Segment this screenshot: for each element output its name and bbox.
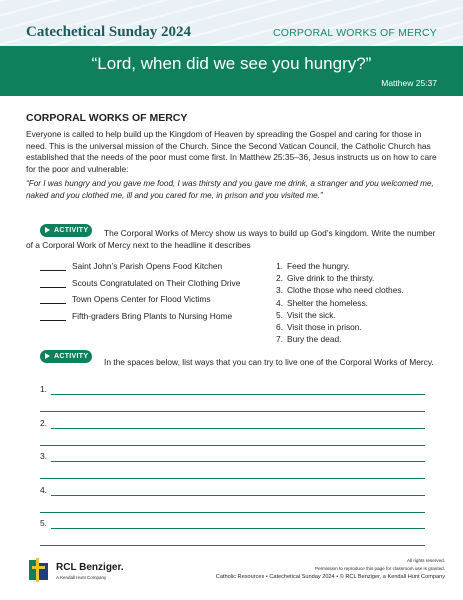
- work-number: 3.: [276, 285, 283, 296]
- section-heading: CORPORAL WORKS OF MERCY: [26, 112, 188, 124]
- rights-notice: All rights reserved.: [406, 558, 445, 563]
- work-item: [276, 285, 446, 297]
- work-text: Bury the dead.: [287, 334, 342, 345]
- rcl-benziger-logo: [26, 557, 146, 587]
- answer-blank[interactable]: [40, 279, 66, 288]
- play-arrow-icon: [45, 353, 50, 359]
- activity-2-instructions: In the spaces below, list ways that you can try to live one of the Corporal Works of Mercy.: [104, 357, 434, 367]
- line-number: 4.: [40, 484, 47, 495]
- writing-lines: [40, 384, 425, 552]
- work-text: Visit those in prison.: [287, 321, 362, 332]
- play-arrow-icon: [45, 227, 50, 233]
- headline-text: Town Opens Center for Flood Victims: [72, 294, 211, 304]
- headline-item: [40, 294, 270, 311]
- write-line[interactable]: [40, 478, 425, 479]
- line-number: 3.: [40, 451, 47, 461]
- write-line[interactable]: [51, 394, 425, 395]
- work-item: [276, 334, 446, 346]
- work-item: [276, 261, 446, 273]
- work-number: 4.: [276, 297, 283, 308]
- work-number: 7.: [276, 334, 283, 345]
- copyright-credit: Catholic Resources • Catechetical Sunday 2024 • © RCL Benziger, a Kendall Hunt Company: [215, 574, 445, 580]
- write-row: [40, 518, 425, 552]
- brand-title: Catechetical Sunday 2024: [26, 24, 191, 40]
- write-line[interactable]: [51, 461, 425, 462]
- line-number: 2.: [40, 417, 47, 428]
- headline-text: Fifth-graders Bring Plants to Nursing Home: [72, 310, 233, 321]
- activity-1-instructions: The Corporal Works of Mercy show us ways to build up God’s kingdom. Write the number of a Corporal Work of Mercy next to the headline it describes: [26, 228, 436, 250]
- work-number: 6.: [276, 321, 283, 332]
- headline-list: [40, 261, 270, 327]
- activity-badge-label: ACTIVITY: [54, 227, 89, 234]
- headline-text: Scouts Congratulated on Their Clothing Drive: [72, 277, 241, 288]
- write-line[interactable]: [40, 445, 425, 446]
- write-line[interactable]: [51, 495, 425, 496]
- write-row: [40, 384, 425, 418]
- write-line[interactable]: [40, 512, 425, 513]
- headline-item: [40, 311, 270, 328]
- line-number: 5.: [40, 518, 47, 528]
- permission-notice: Permission to reproduce this page for classroom use is granted.: [315, 566, 445, 571]
- work-text: Feed the hungry.: [287, 261, 350, 271]
- headline-item: [40, 278, 270, 295]
- work-text: Visit the sick.: [287, 309, 336, 320]
- logo-subtitle: A Kendall Hunt Company: [56, 575, 107, 580]
- answer-blank[interactable]: [40, 312, 66, 321]
- quote-text: “Lord, when did we see you hungry?”: [91, 54, 372, 73]
- work-item: [276, 273, 446, 285]
- write-row: [40, 418, 425, 452]
- logo-mark-icon: [26, 557, 52, 583]
- write-row: [40, 451, 425, 485]
- activity-1-badge: [40, 224, 92, 237]
- work-text: Clothe those who need clothes.: [287, 285, 404, 296]
- write-line[interactable]: [40, 545, 425, 546]
- write-line[interactable]: [40, 411, 425, 412]
- write-line[interactable]: [51, 428, 425, 429]
- intro-paragraph: Everyone is called to help build up the Kingdom of Heaven by spreading the Gospel and caring for those in need. This is the universal mission of the Church. Since the Second Vatican Council, the Catholic Church has established that the needs of the poor must come first. In Matthew 25:35–36, Jesus instructs us on how to care for the poor and vulnerable:: [26, 129, 437, 174]
- line-number: 1.: [40, 384, 47, 394]
- write-row: [40, 485, 425, 519]
- activity-badge-label: ACTIVITY: [54, 353, 89, 360]
- quote-reference: Matthew 25:37: [381, 78, 437, 88]
- work-number: 5.: [276, 309, 283, 320]
- work-text: Shelter the homeless.: [287, 297, 369, 308]
- work-number: 1.: [276, 261, 283, 271]
- write-line[interactable]: [51, 528, 425, 529]
- logo-name: RCL Benziger.: [56, 562, 124, 573]
- work-number: 2.: [276, 273, 283, 284]
- series-title: CORPORAL WORKS OF MERCY: [272, 27, 437, 39]
- headline-item: [40, 261, 270, 278]
- work-text: Give drink to the thirsty.: [287, 273, 375, 284]
- headline-text: Saint John’s Parish Opens Food Kitchen: [72, 261, 223, 271]
- activity-2-badge: [40, 350, 92, 363]
- answer-blank[interactable]: [40, 295, 66, 304]
- scripture-quote: “For I was hungry and you gave me food, I was thirsty and you gave me drink, a stranger and you welcomed me, naked and you clothed me, ill and you cared for me, in prison and you visited me.”: [26, 179, 434, 200]
- works-of-mercy-list: [276, 261, 446, 346]
- work-item: [276, 298, 446, 310]
- work-item: [276, 310, 446, 322]
- work-item: [276, 322, 446, 334]
- answer-blank[interactable]: [40, 262, 66, 271]
